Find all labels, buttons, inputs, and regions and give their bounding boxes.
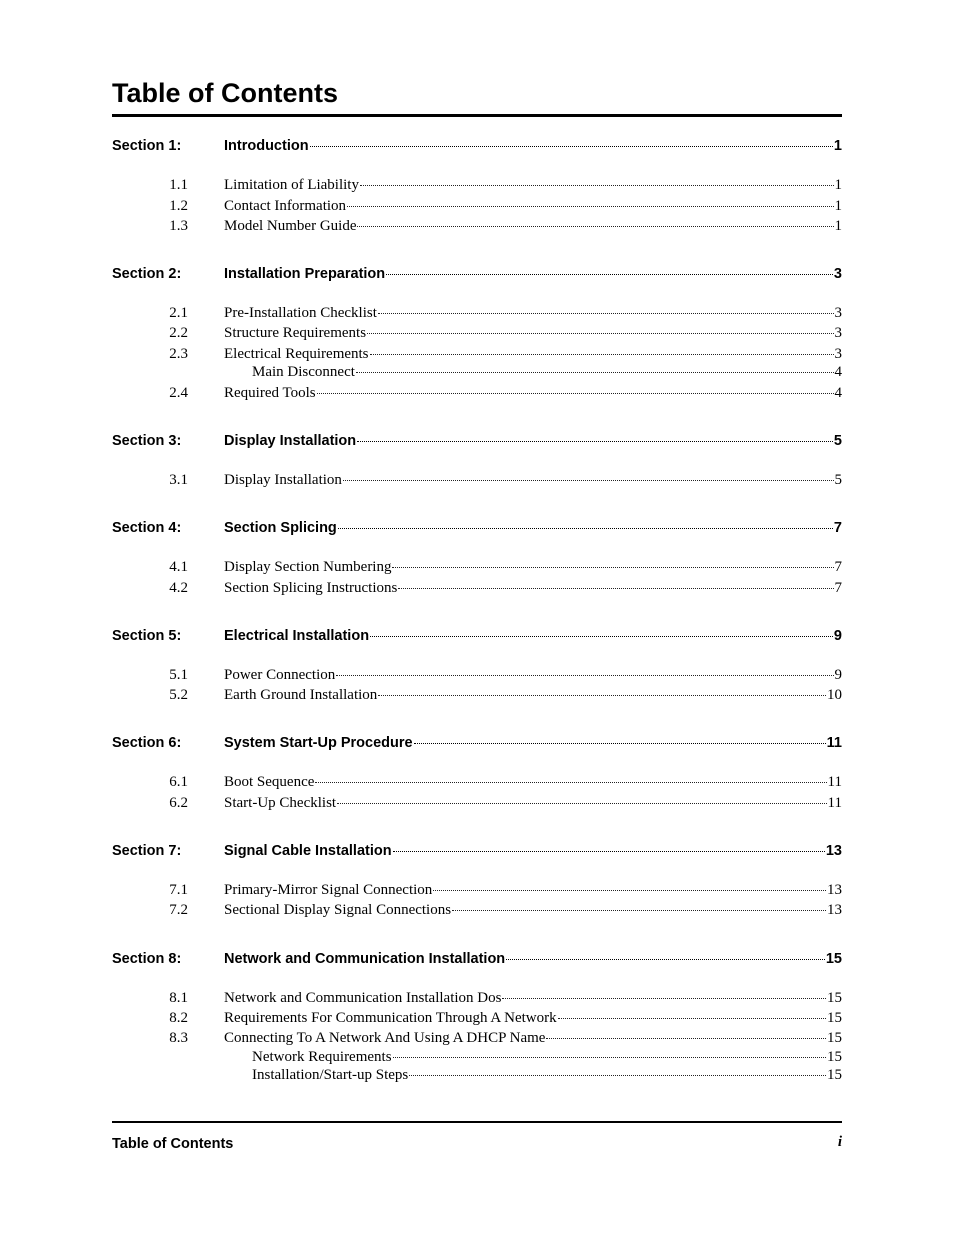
toc-entry-number: 1.1: [169, 177, 188, 193]
toc-page-number: 11: [827, 774, 842, 790]
toc-entry-title: Sectional Display Signal Connections: [224, 902, 452, 918]
dot-leader: [357, 225, 833, 227]
document-page: [112, 0, 842, 1235]
toc-entry-number: 8.2: [169, 1010, 188, 1026]
dot-leader: [367, 332, 833, 334]
toc-section-entry[interactable]: [112, 265, 842, 284]
dot-leader: [409, 1074, 826, 1076]
toc-leader-line: [224, 989, 842, 1008]
toc-page-number: 1: [833, 138, 842, 154]
toc-leader-line: [224, 627, 842, 646]
toc-subsection-entry[interactable]: [112, 324, 842, 343]
toc-page-number: 3: [834, 346, 842, 362]
toc-entry-number: 5.2: [169, 687, 188, 703]
toc-section-entry[interactable]: [112, 432, 842, 451]
toc-subsection-entry[interactable]: [112, 384, 842, 403]
toc-entry-number: 2.3: [169, 346, 188, 362]
toc-subsection-entry[interactable]: [112, 345, 842, 364]
dot-leader: [393, 850, 825, 852]
toc-section-label: Section 5:: [112, 628, 182, 644]
toc-entry-title: Display Section Numbering: [224, 559, 392, 575]
dot-leader: [310, 145, 833, 147]
toc-page-number: 7: [834, 559, 842, 575]
toc-page-number: 15: [827, 1067, 842, 1083]
toc-leader-line: [224, 217, 842, 236]
toc-section-entry[interactable]: [112, 137, 842, 156]
toc-section-label: Section 8:: [112, 951, 182, 967]
toc-leader-line: [224, 471, 842, 490]
toc-page-number: 15: [827, 990, 842, 1006]
toc-page-number: 15: [827, 1030, 842, 1046]
toc-page-number: 13: [825, 843, 842, 859]
toc-entry-title: Connecting To A Network And Using A DHCP Name: [224, 1030, 546, 1046]
dot-leader: [356, 371, 834, 373]
dot-leader: [343, 479, 834, 481]
toc-section-entry[interactable]: [112, 950, 842, 969]
toc-page-number: 9: [834, 667, 842, 683]
toc-leader-line: [224, 686, 842, 705]
toc-section-entry[interactable]: [112, 734, 842, 753]
toc-entry-number: 8.1: [169, 990, 188, 1006]
toc-leader-line: [224, 197, 842, 216]
toc-leader-line: [252, 363, 842, 382]
toc-leader-line: [252, 1048, 842, 1067]
toc-page-number: 13: [827, 902, 842, 918]
toc-leader-line: [224, 794, 842, 813]
toc-leader-line: [224, 137, 842, 156]
toc-leader-line: [224, 579, 842, 598]
toc-entry-number: 2.2: [169, 325, 188, 341]
toc-entry-title: Contact Information: [224, 198, 347, 214]
toc-page-number: 13: [827, 882, 842, 898]
toc-leader-line: [224, 881, 842, 900]
toc-page-number: 15: [827, 1049, 842, 1065]
toc-entry-title: Power Connection: [224, 667, 336, 683]
dot-leader: [558, 1017, 826, 1019]
toc-page-number: 5: [834, 472, 842, 488]
toc-subsection-entry[interactable]: [112, 1029, 842, 1048]
toc-page-number: 3: [834, 325, 842, 341]
toc-leader-line: [224, 1029, 842, 1048]
toc-entry-title: Pre-Installation Checklist: [224, 305, 377, 321]
toc-page-number: 15: [825, 951, 842, 967]
toc-leader-line: [224, 519, 842, 538]
dot-leader: [370, 635, 833, 637]
toc-leader-line: [224, 345, 842, 364]
toc-entry-title: Section Splicing Instructions: [224, 580, 398, 596]
dot-leader: [433, 889, 826, 891]
toc-leader-line: [224, 558, 842, 577]
toc-entry-number: 8.3: [169, 1030, 188, 1046]
toc-entry-number: 6.1: [169, 774, 188, 790]
toc-subsection-entry[interactable]: [112, 217, 842, 236]
toc-entry-title: Primary-Mirror Signal Connection: [224, 882, 433, 898]
footer-title: Table of Contents: [112, 1136, 234, 1152]
toc-subsection-entry[interactable]: [112, 794, 842, 813]
toc-entry-number: 3.1: [169, 472, 188, 488]
toc-leader-line: [224, 384, 842, 403]
dot-leader: [337, 802, 826, 804]
toc-leader-line: [252, 1066, 842, 1085]
dot-leader: [506, 958, 825, 960]
title-rule: [112, 114, 842, 117]
toc-entry-title: Network and Communication Installation Dos: [224, 990, 502, 1006]
toc-entry-number: 4.1: [169, 559, 188, 575]
toc-leader-line: [224, 304, 842, 323]
toc-subsection-entry[interactable]: [112, 197, 842, 216]
toc-leader-line: [224, 734, 842, 753]
dot-leader: [378, 694, 826, 696]
toc-subsection-entry[interactable]: [112, 558, 842, 577]
toc-subsection-entry[interactable]: [112, 901, 842, 920]
toc-leader-line: [224, 265, 842, 284]
toc-subsubsection-entry[interactable]: [112, 1066, 842, 1085]
dot-leader: [336, 674, 833, 676]
dot-leader: [452, 909, 826, 911]
toc-entry-title: Requirements For Communication Through A Network: [224, 1010, 557, 1026]
toc-leader-line: [224, 324, 842, 343]
toc-subsection-entry[interactable]: [112, 304, 842, 323]
toc-entry-number: 7.2: [169, 902, 188, 918]
toc-entry-title: Network Requirements: [252, 1049, 392, 1065]
toc-page-number: 15: [827, 1010, 842, 1026]
toc-page-number: 1: [834, 218, 842, 234]
toc-entry-title: Display Installation: [224, 472, 342, 488]
toc-subsection-entry[interactable]: [112, 176, 842, 195]
toc-section-label: Section 4:: [112, 520, 182, 536]
toc-entry-title: Signal Cable Installation: [224, 843, 392, 859]
toc-entry-title: Electrical Installation: [224, 628, 370, 644]
toc-entry-number: 4.2: [169, 580, 188, 596]
dot-leader: [546, 1037, 826, 1039]
toc-entry-number: 2.1: [169, 305, 188, 321]
dot-leader: [347, 205, 833, 207]
toc-section-entry[interactable]: [112, 627, 842, 646]
dot-leader: [393, 1056, 826, 1058]
toc-leader-line: [224, 666, 842, 685]
toc-entry-title: Limitation of Liability: [224, 177, 359, 193]
toc-page-number: 10: [827, 687, 842, 703]
toc-page-number: 4: [834, 385, 842, 401]
toc-page-number: 3: [833, 266, 842, 282]
toc-subsection-entry[interactable]: [112, 686, 842, 705]
toc-page-number: 1: [834, 177, 842, 193]
toc-entry-number: 7.1: [169, 882, 188, 898]
toc-leader-line: [224, 432, 842, 451]
footer-rule: [112, 1121, 842, 1123]
dot-leader: [357, 440, 833, 442]
toc-entry-title: System Start-Up Procedure: [224, 735, 413, 751]
toc-section-label: Section 3:: [112, 433, 182, 449]
toc-page-number: 1: [834, 198, 842, 214]
toc-section-label: Section 2:: [112, 266, 182, 282]
toc-subsubsection-entry[interactable]: [112, 1048, 842, 1067]
toc-entry-title: Introduction: [224, 138, 309, 154]
toc-entry-title: Main Disconnect: [252, 364, 355, 380]
dot-leader: [502, 997, 826, 999]
dot-leader: [386, 273, 833, 275]
toc-page-number: 5: [833, 433, 842, 449]
toc-entry-title: Electrical Requirements: [224, 346, 369, 362]
toc-page-number: 11: [827, 795, 842, 811]
toc-entry-title: Start-Up Checklist: [224, 795, 337, 811]
toc-leader-line: [224, 950, 842, 969]
toc-leader-line: [224, 1009, 842, 1028]
toc-subsection-entry[interactable]: [112, 773, 842, 792]
toc-entry-number: 2.4: [169, 385, 188, 401]
toc-leader-line: [224, 773, 842, 792]
dot-leader: [315, 781, 826, 783]
toc-entry-number: 1.3: [169, 218, 188, 234]
dot-leader: [370, 353, 834, 355]
toc-entry-title: Network and Communication Installation: [224, 951, 506, 967]
toc-section-label: Section 6:: [112, 735, 182, 751]
toc-page-number: 9: [833, 628, 842, 644]
toc-section-entry[interactable]: [112, 519, 842, 538]
toc-leader-line: [224, 842, 842, 861]
toc-entry-title: Installation/Start-up Steps: [252, 1067, 409, 1083]
toc-entry-title: Earth Ground Installation: [224, 687, 378, 703]
toc-entry-title: Required Tools: [224, 385, 316, 401]
toc-page-number: 7: [833, 520, 842, 536]
toc-page-number: 7: [834, 580, 842, 596]
footer-page-number: i: [837, 1134, 842, 1150]
toc-page-number: 4: [834, 364, 842, 380]
dot-leader: [392, 566, 833, 568]
toc-page-number: 11: [826, 735, 842, 751]
toc-entry-title: Installation Preparation: [224, 266, 386, 282]
toc-entry-title: Model Number Guide: [224, 218, 357, 234]
dot-leader: [338, 527, 833, 529]
toc-entry-number: 5.1: [169, 667, 188, 683]
toc-section-entry[interactable]: [112, 842, 842, 861]
toc-entry-number: 1.2: [169, 198, 188, 214]
toc-leader-line: [224, 176, 842, 195]
toc-entry-title: Section Splicing: [224, 520, 337, 536]
toc-page-number: 3: [834, 305, 842, 321]
toc-entry-title: Boot Sequence: [224, 774, 315, 790]
toc-subsection-entry[interactable]: [112, 471, 842, 490]
dot-leader: [398, 587, 833, 589]
toc-subsubsection-entry[interactable]: [112, 363, 842, 382]
toc-section-label: Section 1:: [112, 138, 182, 154]
page-title: Table of Contents: [112, 78, 338, 108]
toc-subsection-entry[interactable]: [112, 579, 842, 598]
toc-subsection-entry[interactable]: [112, 666, 842, 685]
toc-subsection-entry[interactable]: [112, 1009, 842, 1028]
toc-entry-number: 6.2: [169, 795, 188, 811]
dot-leader: [317, 392, 834, 394]
dot-leader: [414, 742, 826, 744]
dot-leader: [378, 312, 834, 314]
toc-entry-title: Structure Requirements: [224, 325, 367, 341]
toc-subsection-entry[interactable]: [112, 989, 842, 1008]
toc-subsection-entry[interactable]: [112, 881, 842, 900]
toc-leader-line: [224, 901, 842, 920]
dot-leader: [360, 184, 834, 186]
toc-entry-title: Display Installation: [224, 433, 357, 449]
toc-section-label: Section 7:: [112, 843, 182, 859]
